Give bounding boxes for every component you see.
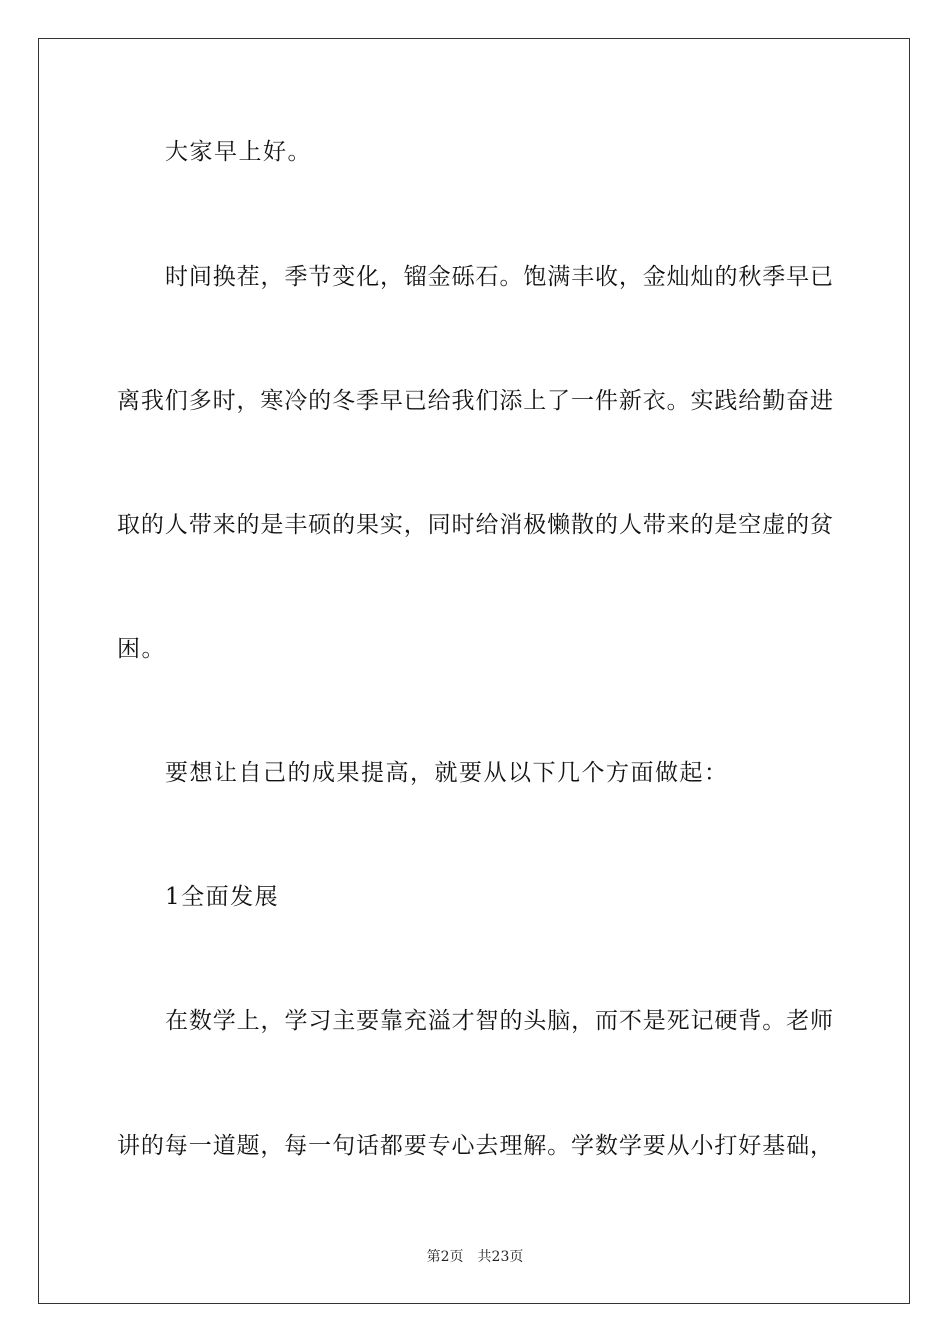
page-total: 共23页 (477, 1249, 524, 1265)
greeting-line: 大家早上好。 (165, 139, 312, 165)
page-border (38, 38, 910, 1304)
section-heading: 1全面发展 (165, 884, 280, 910)
page-number: 第2页 (426, 1249, 464, 1265)
paragraph-line: 时间换茬，季节变化，镏金砾石。饱满丰收，金灿灿的秋季早已 (165, 264, 833, 290)
paragraph-line: 取的人带来的是丰硕的果实，同时给消极懒散的人带来的是空虚的贫 (117, 512, 833, 538)
paragraph-line: 困。 (117, 636, 166, 662)
page-footer (0, 1248, 950, 1266)
paragraph-line: 要想让自己的成果提高，就要从以下几个方面做起： (165, 760, 729, 786)
paragraph-line: 在数学上，学习主要靠充溢才智的头脑，而不是死记硬背。老师 (165, 1008, 833, 1034)
paragraph-line: 离我们多时，寒冷的冬季早已给我们添上了一件新衣。实践给勤奋进 (117, 388, 833, 414)
paragraph-line: 讲的每一道题，每一句话都要专心去理解。学数学要从小打好基础， (117, 1133, 833, 1159)
